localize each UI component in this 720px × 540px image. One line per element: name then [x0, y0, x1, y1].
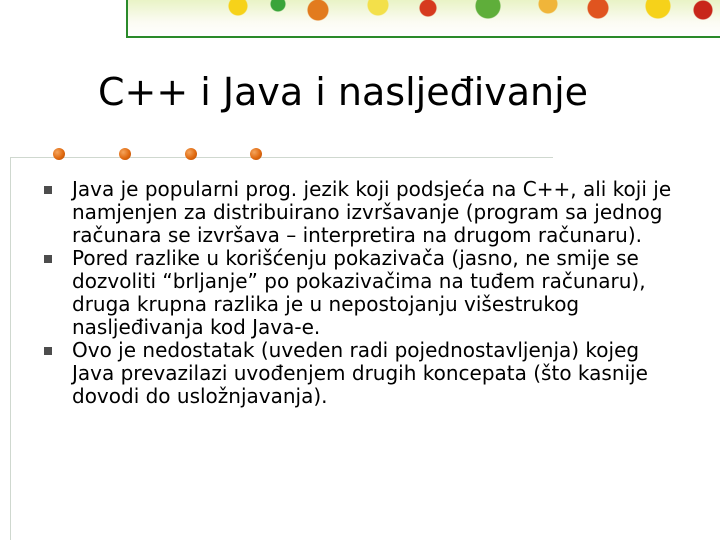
decorative-banner	[126, 0, 720, 38]
decorative-dot	[185, 148, 197, 160]
square-bullet-icon	[44, 186, 52, 194]
bullet-item	[44, 247, 684, 339]
slide-title: C++ i Java i nasljeđivanje	[98, 70, 589, 114]
square-bullet-icon	[44, 347, 52, 355]
bullet-text: Java je popularni prog. jezik koji podsjeća na C++, ali koji je namjenjen za distribuirano izvršavanje (program sa jednog računara se izvršava – interpretira na drugom računaru).	[72, 177, 672, 247]
bullet-text: Pored razlike u korišćenju pokazivača (jasno, ne smije se dozvoliti “brljanje” po pokazivačima na tuđem računaru), druga krupna razlika je u nepostojanju višestrukog nasljeđivanja kod Java-e.	[72, 246, 646, 339]
title-underline	[10, 157, 553, 158]
square-bullet-icon	[44, 255, 52, 263]
bullet-list	[44, 178, 684, 408]
decorative-dot	[53, 148, 65, 160]
decorative-dot	[119, 148, 131, 160]
bullet-text: Ovo je nedostatak (uveden radi pojednostavljenja) kojeg Java prevazilazi uvođenjem drugih koncepata (što kasnije dovodi do usložnjavanja).	[72, 338, 648, 408]
bullet-item	[44, 178, 684, 247]
left-divider-line	[10, 157, 11, 540]
decorative-dot	[250, 148, 262, 160]
bullet-item	[44, 339, 684, 408]
